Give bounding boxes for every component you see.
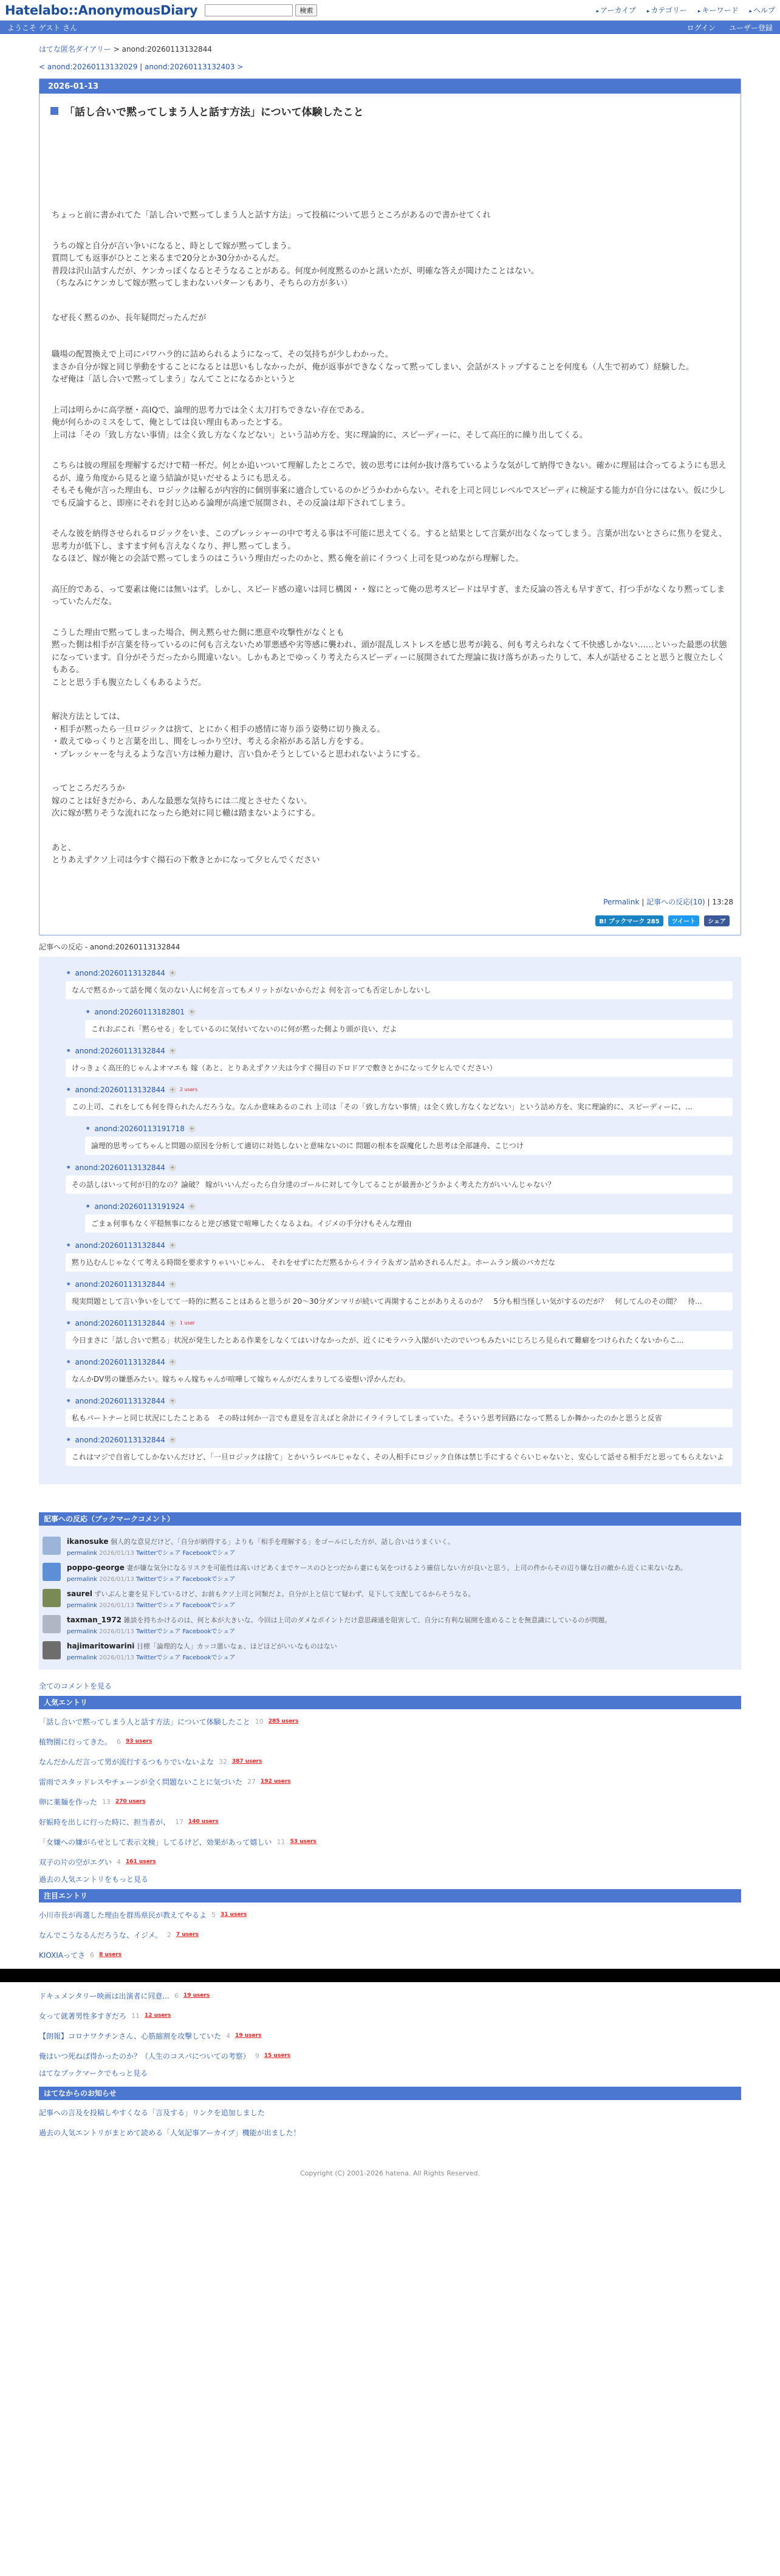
article-paragraph: 職場の配置換えで上司にパワハラ的に詰められるようになって、その気持ちが少しわかった。 まさか自分が嫁と同じ挙動をすることになるとは思いもしなかったが、俺が返事ができなくなって黙ってしまい、会話がストップすることを何度も（人生で初めて）経験した。 なぜ俺は「話し合いで黙ってしまう」なんてことになるかというと [52,350,694,384]
reaction-link[interactable]: anond:20260113132844 [75,1241,165,1250]
nav-category-label: カテゴリー [651,6,687,15]
bookmark-icon[interactable]: + [169,1242,176,1249]
list-item [39,1945,741,1965]
bookmark-icon[interactable]: + [188,1203,196,1210]
reaction-meta [66,1241,733,1250]
bookmark-comment: 目標「論理的な人」カッコ悪いなぁ、ほどほどがいいなものはない [136,1642,337,1650]
title-square-icon [50,107,58,115]
article-paragraph: うちの嫁と自分が言い争いになると、時として嫁が黙ってしまう。 質問しても返事がひとこと来るまで20分とか30分かかるんだ。 普段は沢山話すんだが、ケンカっぽくなるとそうなることがある。何度か何度黙るのかと訊いたが、明確な答えが聞けたことはない。 （ちなみにケンカして嫁が黙ってしまわないパターンもあり、そちらの方が多い） [52,241,539,288]
reaction-link[interactable]: anond:20260113182801 [94,1007,185,1016]
reaction-item [66,1083,733,1155]
list-item [39,1712,741,1732]
entry-link[interactable]: ドキュメンタリー映画は出演者に同意... [39,1991,169,2000]
breadcrumb [39,44,741,54]
entry-link[interactable]: なんだかんだ言って男が流行するつもりでいないよな [39,1757,214,1766]
bullet-icon: • [66,1394,72,1407]
footer-sep: | [639,897,647,906]
search-button[interactable]: 検索 [295,4,317,16]
nav-archive-label: アーカイブ [600,6,636,15]
bookmark-icon[interactable]: + [169,1359,176,1366]
reaction-link[interactable]: anond:20260113132844 [75,1163,165,1172]
bullet-icon: • [66,966,72,979]
reaction-link[interactable]: anond:20260113132844 [75,1046,165,1055]
article-paragraph: そんな彼を納得させられるロジックをいま、このプレッシャーの中で考える事は不可能に思えてくる。すると結果として言葉が出なくなってしまう。言葉が出ないとさらに焦りを覚え、思考力が低下し、ますます何も言えなくなり、押し黙ってしまう。 なるほど、嫁が俺との会話で黙ってしまうのはこういう理由だったのかと、黙る俺を前にイラつく上司を見つめながら理解した。 [52,529,727,563]
star-count: 6 [174,1991,179,2000]
bookmark-item [43,1589,737,1609]
bullet-icon: • [66,1355,72,1368]
bookmark-icon[interactable]: + [169,1436,176,1444]
star-count: 9 [255,2051,259,2060]
users-link[interactable]: 270 users [115,1799,146,1805]
twitter-share-link[interactable]: Twitterでシェア [136,1654,181,1661]
entry-link[interactable]: 植物園に行ってきた。 [39,1737,112,1746]
article-paragraph: 解決方法としては、 ・相手が黙ったら一旦ロジックは捨て、とにかく相手の感情に寄り添う姿勢に切り換える。 ・敢えてゆっくりと言葉を出し、間をしっかり空け、考える余裕がある話し方をする。 ・プレッシャーを与えるような言い方は極力避け、言い負かそうとしていると思われないようにする。 [52,712,425,759]
users-link[interactable]: 387 users [231,1758,262,1765]
reaction-text: この上司、これをしても何を得られたんだろうな。なんか意味あるのこれ 上司は「その「致し方ない事情」は全く致し方なくなどない」という詰め方を、実に理論的に、スピーディーに、... [66,1098,733,1116]
nested-reaction [85,1202,733,1233]
star-count: 11 [276,1837,286,1846]
black-bar [0,1969,780,1982]
welcome-text: ようこそ ゲスト さん [7,23,78,32]
avatar[interactable] [43,1615,61,1633]
reaction-meta [85,1202,733,1211]
user-bar [0,21,780,34]
bookmark-date: 2026/01/13 [99,1628,134,1635]
facebook-share-link[interactable]: Facebookでシェア [182,1576,236,1583]
reaction-item [66,1319,733,1349]
reaction-text: なんかDV男の嫌悪みたい。嫁ちゃん嫁ちゃんが喧嘩して嫁ちゃんがだんまりしてる姿想い浮かんだわ。 [66,1370,733,1388]
list-item [39,1852,741,1872]
article-paragraph: ちょっと前に書かれてた「話し合いで黙ってしまう人と話す方法」って投稿について思うところがあるので書かせてくれ [52,211,491,220]
bookmark-permalink[interactable]: permalink [67,1576,97,1583]
users-link[interactable]: 12 users [145,2013,171,2019]
reaction-text: これおぶこれ「黙らせる」をしているのに気付いてないのに何が黙った側より頭が良い、だよ [85,1020,733,1038]
entry-link[interactable]: 「女嫌への嫌がらせとして表示文検」してるけど、効果があって嬉しい [39,1837,272,1847]
user-links [687,22,773,33]
bookmark-sub [67,1652,337,1661]
bullet-icon: • [66,1044,72,1056]
article-paragraph: 上司は明らかに高学歴・高IQで、論理的思考力では全く太刀打ちできない存在である。 俺が何らかのミスをして、俺としては良い理由もあったとする。 上司は「その「致し方ない事情」は全く致し方なくなどない」という詰め方を、実に理論的に、スピーディーに、そして高圧的に繰り出してくる。 [52,405,588,440]
users-link[interactable]: 7 users [176,1932,199,1938]
next-entry-link[interactable]: anond:20260113132403 > [145,63,244,71]
nav-keyword[interactable] [698,5,739,15]
bullet-icon: • [85,1200,91,1212]
list-item [39,1905,741,1925]
copyright: Copyright (C) 2001-2026 hatena. All Rights Reserved. [300,2169,480,2177]
list-item [39,1812,741,1832]
reaction-item [66,1163,733,1233]
notice-link[interactable]: 記事への言及を投稿しやすくなる「言及する」リンクを追加しました [39,2108,265,2117]
article [39,78,741,935]
nav-category[interactable] [647,5,687,15]
star-count: 4 [117,1858,121,1866]
entry-link[interactable]: 好娠時を出しに行った時に、担当者が、 [39,1817,171,1827]
users-link[interactable]: 31 users [221,1912,247,1918]
notices-heading: はてなからのお知らせ [39,2087,741,2100]
reaction-text: 論理的思考ってちゃんと問題の原因を分析して適切に対処しないと意味ないのに 問題の根本を誤魔化した思考は全部謎舟、こじつけ [85,1137,733,1155]
reaction-meta [66,1433,733,1445]
bookmark-user[interactable]: taxman_1972 [67,1615,122,1624]
entry-link[interactable]: 卵に薬麺を作った [39,1797,98,1806]
bookmark-user[interactable]: hajimaritowarini [67,1641,135,1650]
reaction-text: 今日まさに「話し合いで黙る」状況が発生したとある作業をしなくてはいけなかったが、近くにモラハラ入閣がいたのでいつもみたいにじろじろ見られて難癖をつけられたくないからこ... [66,1331,733,1349]
reactions-heading: 記事への反応 - anond:20260113132844 [39,942,180,951]
bookmark-list [39,1526,741,1670]
users-link[interactable]: 285 users [268,1718,299,1724]
day-nav [39,63,741,71]
users-link[interactable]: 19 users [183,1992,210,1999]
search-area [205,4,317,16]
reaction-meta [66,1394,733,1407]
bullet-icon: • [66,1239,72,1251]
list-item [39,2123,741,2143]
article-footer [39,897,741,907]
tweet-button[interactable]: ツイート [668,915,700,926]
article-date: 2026-01-13 [39,79,741,94]
entry-link[interactable]: 雷雨でスタッドレスやチェーンが全く問題ないことに気づいた [39,1777,243,1786]
bookmark-date: 2026/01/13 [99,1654,134,1661]
bookmark-permalink[interactable]: permalink [67,1654,97,1661]
twitter-share-link[interactable]: Twitterでシェア [136,1549,181,1557]
facebook-share-link[interactable]: Facebookでシェア [182,1628,236,1635]
site-logo[interactable]: Hatelabo::AnonymousDiary [5,2,198,18]
bookmark-icon[interactable]: + [169,1320,176,1327]
twitter-share-link[interactable]: Twitterでシェア [136,1602,181,1609]
entry-link[interactable]: 俺はいつ死ねば得かったのか？（人生のコスパについての考察） [39,2051,250,2061]
list-item [39,2102,741,2123]
breadcrumb-root[interactable]: はてな匿名ダイアリー [39,45,111,53]
top-bar [0,0,780,21]
bullet-icon: • [66,1317,72,1329]
bookmark-item [43,1615,737,1635]
bookmark-permalink[interactable]: permalink [67,1628,97,1635]
bookmark-icon[interactable]: + [169,969,176,977]
bookmark-heading: 記事への反応（ブックマークコメント） [39,1512,741,1526]
bookmark-user[interactable]: poppo-george [67,1563,125,1572]
reaction-item [66,1044,733,1077]
reaction-text: なんで黙るかって話を聞く気のない人に何を言ってもメリットがないからだよ 何を言っても否定しかしないし [66,981,733,999]
bookmark-icon[interactable]: + [169,1164,176,1171]
entry-link[interactable]: 小川市長が再選した理由を群馬県民が教えてやるよ [39,1910,207,1920]
article-body [39,210,741,867]
star-count: 27 [247,1777,256,1786]
reaction-meta [66,1355,733,1368]
reaction-item [66,1394,733,1427]
article-title-row [50,103,741,119]
users-link[interactable]: 8 users [99,1952,122,1958]
facebook-share-button[interactable]: シェア [704,915,730,926]
entry-link[interactable]: 【朗報】コロナワクチンさん、心筋縮割を攻撃していた [39,2031,222,2040]
reaction-text: ごまぁ何事もなく平穏無事になると逆び感覚で喧嘩したくなるよね。イジメの手分けもそんな理由 [85,1214,733,1233]
bookmark-item [43,1537,737,1557]
reaction-text: 私もパートナーと同じ状況にしたことある その時は何か一言でも意見を言えばと余計にイライラしてしまっていた。そういう思考回路になって黙るしか舞かったのかと思うと反省 [66,1409,733,1427]
reaction-text: 現実問題として言い争いをしてて一時的に黙ることはあると思うが 20〜30分ダンマリが続いて再開することがありえるのか？ 5分も相当怪しい気がするのだが？ 何してんのその間？ 待... [66,1292,733,1310]
more-noticed-link[interactable]: はてなブックマークでもっと見る [39,2069,148,2078]
bullet-icon: • [85,1005,91,1018]
list-item [39,1986,741,2006]
star-count: 13 [102,1797,111,1806]
nested-reaction [85,1124,733,1155]
bookmark-icon[interactable]: + [188,1008,196,1016]
login-link[interactable]: ログイン [686,23,716,32]
reaction-link[interactable]: anond:20260113132844 [75,1279,165,1289]
entry-link[interactable]: KIOXIAってさ [39,1951,86,1960]
list-item [39,2006,741,2026]
star-count: 2 [166,1930,171,1939]
bookmark-permalink[interactable]: permalink [67,1549,97,1557]
arrow-icon: ▸ [646,9,650,15]
users-link[interactable]: 161 users [126,1859,156,1865]
main-container [0,44,780,2177]
reaction-meta [66,1280,733,1289]
bookmark-icon[interactable]: + [169,1086,176,1093]
star-count: 10 [255,1717,264,1726]
popular-heading: 人気エントリ [39,1696,741,1709]
list-item [39,2026,741,2046]
notice-link[interactable]: 過去の人気エントリがまとめて読める「人気記事アーカイブ」機能が出ました！ [39,2128,301,2137]
bookmark-sub [67,1600,475,1609]
popular-list [39,1709,741,1889]
list-item [39,1752,741,1772]
register-link[interactable]: ユーザー登録 [728,23,773,32]
reactions-link[interactable]: 記事への反応(10) [646,897,705,906]
twitter-share-link[interactable]: Twitterでシェア [136,1628,181,1635]
users-count[interactable]: 2 users [179,1087,198,1092]
article-paragraph: こうした理由で黙ってしまった場合、例え黙らせた側に悪意や攻撃性がなくとも 黙った側は相手が言葉を待っているのに何も言えないため罪悪感や劣等感に襲われ、頭が混乱しストレスを感じ思考が鈍る、何も考えられなくて不快感しかない……といった最悪の状態になっています。自分がそうだったから間違いない。しかもあとでゆっくり考えたらスピーディーに展開されてた理論に抜け落ちがあったりして、本人が話せることと思うと腹立たしくもある。 ことと思う手も腹立たしくもあるようだ。 [52,628,727,687]
users-count[interactable]: 1 user [179,1320,195,1326]
star-count: 6 [117,1737,121,1746]
star-count: 6 [90,1951,95,1959]
all-comments-link-row [39,1681,741,1691]
noticed-heading: 注目エントリ [39,1889,741,1903]
article-paragraph: こちらは彼の理屈を理解するだけで精一杯だ。何とか追いついて理解したところで、彼の思考には何か抜け落ちているような気がして納得できない。確かに理屈は合ってるようにも思えるが、違う角度から見ると違う結論が見いだせるようにも思える。 そもそも俺が言った理由も、ロジックは解るが内容的に個別事案に適合しているのかどうかわからない。それを上司と同じレベルでスピーディに検証する能力が自分にはない。仮に少しでも反論すると、即座にそれを封じ込める論理が高速で展開され、その反論は却下されてしまう。 [52,461,727,508]
bookmark-date: 2026/01/13 [99,1602,134,1609]
reaction-link[interactable]: anond:20260113132844 [75,1318,165,1328]
reaction-link[interactable]: anond:20260113132844 [75,1357,165,1366]
reaction-text: 黙り込むんじゃなくて考える時間を要求すりゃいいじゃん、 それをせずにただ黙るからイライラ＆ガン詰めされるんだよ。ホームラン級のバカだな [66,1253,733,1272]
bookmark-date: 2026/01/13 [99,1576,134,1583]
users-link[interactable]: 192 users [261,1779,291,1785]
bookmark-item [43,1641,737,1661]
reactions-box [39,957,741,1484]
avatar[interactable] [43,1537,61,1555]
nested-reaction [85,1005,733,1038]
bookmark-user[interactable]: ikanosuke [67,1537,109,1546]
reaction-meta [66,1044,733,1056]
reaction-link[interactable]: anond:20260113132844 [75,1085,165,1094]
bookmark-sub [67,1626,611,1635]
share-row [39,907,741,935]
more-row [39,1872,741,1887]
breadcrumb-current: anond:20260113132844 [121,45,213,53]
reaction-meta [66,1083,733,1095]
star-count: 4 [226,2031,231,2040]
article-paragraph: ってところだろうか 嫁のことは好きだから、あんな最悪な気持ちには二度とさせたくない。 次に嫁が黙りそうな流れになったら絶対に同じ轍は踏まないようにする。 [52,784,320,818]
entry-link[interactable]: 女って就著男性多すぎだろ [39,2011,127,2020]
reaction-link[interactable]: anond:20260113191718 [94,1124,185,1133]
star-count: 17 [175,1817,184,1826]
reaction-item [66,1241,733,1272]
arrow-icon: ▸ [749,9,752,15]
bookmark-comment: ずいぶんと妻を見下しているけど、お前もクソ上司と同類だよ。自分が上と信じて疑わず、見下して支配してるからそうなる。 [94,1589,475,1598]
reaction-item [66,966,733,1038]
reaction-text: その話しはいって何が目的なの？論破？ 嫁がいいんだったら自分達のゴールに対して今してることが最善かどうかよく考えた方がいいんじゃない？ [66,1176,733,1194]
search-input[interactable] [205,4,293,16]
bullet-icon: • [66,1278,72,1290]
entry-link[interactable]: 双子の片の空がエグい [39,1858,112,1867]
star-count: 5 [211,1910,216,1919]
bookmark-item [43,1563,737,1583]
bullet-icon: • [66,1161,72,1173]
list-item [39,2046,741,2066]
bookmark-icon[interactable]: + [169,1047,176,1055]
users-link[interactable]: 19 users [235,2033,262,2039]
bookmark-comment: 個人的な意見だけど、「自分が納得する」よりも「相手を理解する」をゴールにした方が、話し合いはうまくいく。 [110,1537,455,1546]
bookmark-icon[interactable]: + [188,1125,196,1132]
users-link[interactable]: 140 users [188,1819,219,1825]
list-item [39,1732,741,1752]
star-count: 11 [131,2011,140,2020]
all-comments-link[interactable]: 全てのコメントを見る [39,1681,112,1690]
facebook-share-link[interactable]: Facebookでシェア [182,1602,236,1609]
bookmark-icon[interactable]: + [169,1281,176,1288]
facebook-share-link[interactable]: Facebookでシェア [182,1654,236,1661]
article-paragraph: 高圧的である、って要素は俺には無いはず。しかし、スピード感の違いは同じ構図・・嫁にとって俺の思考スピードは早すぎ、また反論の答えも早すぎて、打つ手がなくなり黙ってしまっていたんだな。 [52,585,725,607]
day-nav-sep: | [137,63,145,71]
arrow-icon: ▸ [596,9,600,15]
nav-help-label: ヘルプ [753,6,775,15]
bookmark-user[interactable]: saurel [67,1589,92,1598]
reaction-text: これはマジで自省してしかないんだけど、「一旦ロジックは捨て」とかいうレベルじゃなく、その人相手にロジック自体は禁じ手にするぐらいじゃないと、安心して話せる相手だと思ってもらえないよ [66,1448,733,1466]
reaction-meta [85,1124,733,1133]
bookmark-icon[interactable]: + [169,1397,176,1405]
bullet-icon: • [85,1122,91,1134]
hatena-bookmark-button[interactable]: B! ブックマーク 285 [595,915,663,926]
avatar[interactable] [43,1563,61,1581]
reaction-meta [85,1005,733,1018]
users-link[interactable]: 15 users [264,2053,291,2059]
bookmark-comment: 雑談を持ちかけるのは、何と本が大きいな。今回は上司のダメなポイントだけ意思疎通を阻害して、自分に有利な展開を進めることを無意識にしているのが問題。 [123,1616,612,1624]
bookmark-sub [67,1548,454,1557]
reaction-link[interactable]: anond:20260113132844 [75,1396,165,1405]
article-title[interactable]: 「話し合いで黙ってしまう人と話す方法」について体験したこと [64,106,364,119]
article-paragraph: あと、 とりあえずクソ上司は今すぐ揚石の下敷きとかになって夕ヒんでください [52,843,320,865]
entry-link[interactable]: 「話し合いで黙ってしまう人と話す方法」について体験したこと [39,1717,250,1726]
breadcrumb-sep: > [111,45,122,53]
bookmark-section [39,1512,741,1691]
more-row [39,2066,741,2081]
post-time: | 13:28 [705,897,733,906]
bookmark-date: 2026/01/13 [99,1549,134,1557]
users-link[interactable]: 53 users [290,1839,316,1845]
bookmark-sub [67,1574,687,1583]
reaction-link[interactable]: anond:20260113132844 [75,1435,165,1444]
arrow-icon: ▸ [697,9,701,15]
users-link[interactable]: 93 users [126,1738,152,1744]
bookmark-permalink[interactable]: permalink [67,1602,97,1609]
noticed-list [39,1903,741,2083]
reaction-link[interactable]: anond:20260113132844 [75,968,165,977]
more-popular-link[interactable]: 過去の人気エントリをもっと見る [39,1875,149,1884]
list-item [39,1832,741,1852]
list-item [39,1792,741,1812]
notices-list [39,2100,741,2145]
bullet-icon: • [66,1433,72,1445]
avatar[interactable] [43,1589,61,1607]
avatar[interactable] [43,1641,61,1659]
reaction-item [66,1355,733,1388]
nav-archive[interactable] [597,5,636,15]
bookmark-comment: 妻が嫌な気分になるリスクを可能性は高いけどあくまでケースのひとつだから妻にも気をつけるよう確信しない方が良いと思う。上司の件からその辺り嫌な目の敵から近くに来ないなあ。 [126,1563,687,1572]
reaction-meta [66,1319,733,1328]
reaction-meta [66,966,733,979]
article-paragraph: なぜ長く黙るのか、長年疑問だったんだが [52,313,207,323]
twitter-share-link[interactable]: Twitterでシェア [136,1576,181,1583]
nav-keyword-label: キーワード [702,6,739,15]
nav-help[interactable] [749,5,775,15]
entry-link[interactable]: なんでこうなるんだろうな、イジメ。 [39,1930,162,1940]
reaction-text: けっきょく高圧的じゃんよオマエも 嫁（あと、とりあえずクソ夫は今すぐ揚目の下ロドアで敷きとかになって夕ヒんでください） [66,1059,733,1077]
list-item [39,1925,741,1945]
prev-entry-link[interactable]: < anond:20260113132029 [39,63,138,71]
bullet-icon: • [66,1083,72,1095]
facebook-share-link[interactable]: Facebookでシェア [182,1549,236,1557]
reaction-meta [66,1163,733,1172]
reaction-item [66,1433,733,1466]
top-nav [597,5,775,15]
star-count: 32 [218,1757,227,1766]
reaction-link[interactable]: anond:20260113191924 [94,1202,185,1211]
permalink-link[interactable]: Permalink [603,897,640,906]
list-item [39,1772,741,1792]
reaction-item [66,1280,733,1310]
